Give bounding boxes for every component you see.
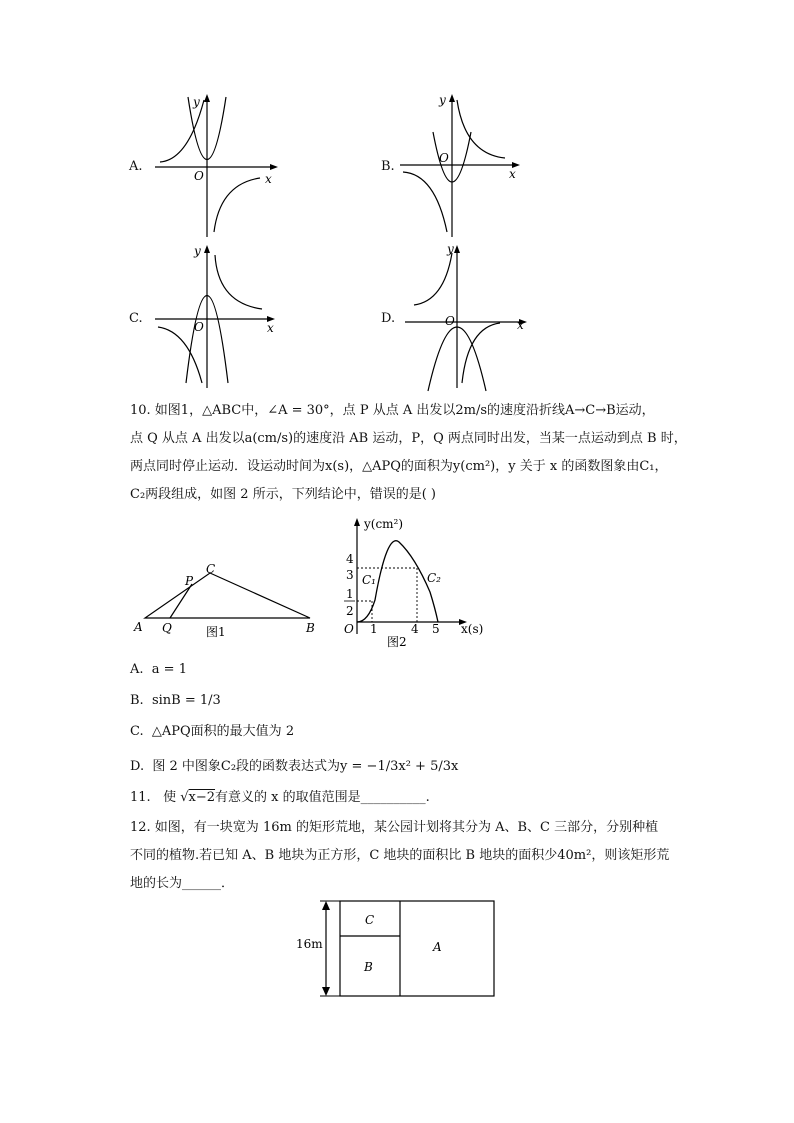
y-tick-2: 2	[346, 604, 354, 618]
origin-label: O	[194, 320, 204, 334]
region-b: B	[364, 960, 373, 974]
graph-option-d-label: D.	[381, 311, 396, 326]
axis-x-label: x	[267, 321, 274, 335]
q11-blank: __________	[360, 790, 426, 805]
q12-line2: 不同的植物.若已知 A、B 地块为正方形，C 地块的面积比 B 地块的面积少40m²，则该矩形荒	[130, 848, 670, 863]
vertex-a: A	[134, 620, 143, 634]
axis-x-label: x	[265, 172, 272, 186]
q10-line1: 10. 如图1，△ABC中，∠A = 30°，点 P 从点 A 出发以2m/s的速度沿折线A→C→B运动，	[130, 403, 655, 418]
origin-label: O	[439, 151, 449, 165]
y-tick-1: 1	[346, 587, 354, 601]
axis-x-label: x	[517, 318, 524, 332]
fig2-ylabel: y(cm²)	[364, 517, 404, 531]
graph-option-c-label: C.	[129, 311, 143, 326]
point-p: P	[185, 574, 194, 588]
region-c: C	[365, 913, 375, 927]
fig2-origin: O	[344, 622, 354, 636]
q10-option-c: C. △APQ面积的最大值为 2	[130, 724, 295, 739]
q10-line2: 点 Q 从点 A 出发以a(cm/s)的速度沿 AB 运动，P，Q 两点同时出发，当某一点运动到点 B 时，	[130, 431, 687, 446]
fig2-caption: 图2	[387, 635, 407, 649]
graph-option-a	[150, 92, 280, 242]
q12-line3: 地的长为______．	[130, 876, 235, 891]
graph-option-a-label: A.	[129, 159, 143, 174]
graph-option-c	[150, 243, 280, 393]
vertex-b: B	[306, 621, 315, 635]
curve-c2-label: C₂	[427, 571, 441, 585]
point-q: Q	[162, 621, 172, 635]
origin-label: O	[445, 314, 455, 328]
axis-y-label: y	[447, 243, 454, 256]
curve-c1-label: C₁	[362, 573, 376, 587]
radicand: x−2	[188, 790, 216, 805]
q12-line1: 12. 如图，有一块宽为 16m 的矩形荒地，某公园计划将其分为 A、B、C 三部分，分别种植	[130, 820, 659, 835]
axis-y-label: y	[193, 95, 200, 109]
origin-label: O	[194, 169, 204, 183]
vertex-c: C	[206, 562, 216, 576]
q10-line3: 两点同时停止运动．设运动时间为x(s)，△APQ的面积为y(cm²)，y 关于 x 的函数图象由C₁，	[130, 459, 668, 474]
y-tick-3: 3	[346, 568, 354, 582]
q10-option-a: A. a = 1	[130, 662, 187, 677]
axis-y-label: y	[439, 93, 446, 107]
width-label: 16m	[296, 937, 323, 951]
x-tick-5: 5	[432, 622, 440, 636]
graph-option-b-label: B.	[381, 159, 395, 174]
region-a: A	[433, 940, 442, 954]
q10-figure2	[335, 512, 495, 652]
q12-figure	[290, 893, 505, 1003]
x-tick-4: 4	[411, 622, 419, 636]
axis-x-label: x	[509, 167, 516, 181]
axis-y-label: y	[194, 244, 201, 258]
y-tick-4: 4	[346, 552, 354, 566]
fig2-xlabel: x(s)	[461, 622, 484, 636]
q10-line4: C₂两段组成，如图 2 所示，下列结论中，错误的是( )	[130, 487, 436, 502]
q10-option-d: D. 图 2 中图象C₂段的函数表达式为y = −1/3x² + 5/3x	[130, 759, 459, 774]
q11-line: 11. 使 √x−2有意义的 x 的取值范围是__________.	[130, 790, 430, 805]
x-tick-1: 1	[370, 622, 378, 636]
q10-figure1	[130, 558, 330, 648]
fig1-caption: 图1	[206, 625, 226, 639]
graph-option-b	[395, 92, 525, 242]
q10-option-b: B. sinB = 1/3	[130, 693, 221, 708]
graph-option-d	[400, 243, 535, 393]
